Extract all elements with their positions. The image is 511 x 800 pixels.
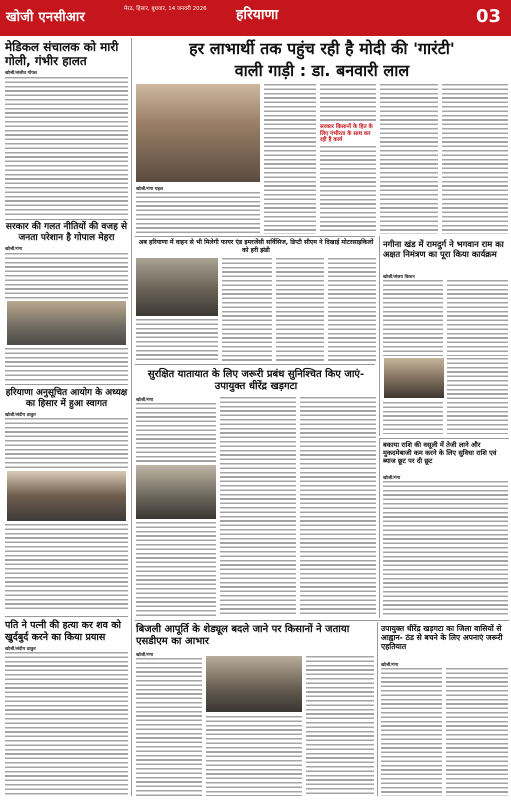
story-body [264, 84, 316, 234]
story-body [5, 524, 128, 612]
column-divider [379, 438, 380, 618]
divider [5, 616, 128, 617]
column-divider [379, 236, 380, 436]
lead-pull-quote: सरकार किसानों के हित के लिए गंभीरता के साथ कर रही है कार्य [320, 124, 373, 143]
story-byline: खोजी/गंगा [5, 247, 23, 252]
story-body [447, 280, 508, 356]
story-headline: अब हरियाणा में वाहन से भी मिलेगी फायर एंड इमरजेंसी सर्विसिज, डिप्टी सीएम ने दिखाई मोटरसाइकिलों को हरी झंडी [138, 239, 374, 254]
story-headline: हरियाणा अनुसूचित आयोग के अध्यक्ष का हिसार में हुआ स्वागत [5, 388, 128, 409]
story-byline: खोजी/संदीप ठाकुर [5, 413, 36, 418]
story-body [136, 658, 202, 796]
story-body [5, 253, 128, 299]
story-body [383, 481, 508, 617]
story-headline: सुरक्षित यातायात के लिए जरूरी प्रबंध सुनिश्चित किए जाएं- उपायुक्त धीरेंद्र खड़गटा [147, 369, 365, 392]
story-body [5, 652, 128, 796]
lead-photo [136, 84, 260, 182]
newspaper-brand: खोजी एनसीआर [6, 10, 86, 25]
story-body [320, 84, 376, 122]
story-body [320, 146, 376, 234]
story-byline: खोजी/गंगा चहल [136, 187, 164, 192]
story-headline: उपायुक्त धीरेंद्र खड़गटा का जिला वासियों से आह्वान- ठंड से बचने के लिए अपनाएं जरूरी एहतियात [381, 624, 503, 652]
story-byline: खोजी/गंगा [383, 476, 401, 481]
story-headline: सरकार की गलत नीतियों की वजह से जनता परेशान है गोपाल मेहरा [5, 222, 128, 243]
story-byline: खोजी/गंगा [381, 663, 399, 668]
story-body [328, 258, 376, 361]
story-body [300, 397, 376, 617]
story-body [136, 192, 260, 234]
story-headline: मेडिकल संचालक को मारी गोली, गंभीर हालत [5, 40, 119, 68]
story-body [383, 280, 443, 356]
lead-headline-line2: वाली गाड़ी : डा. बनवारी लाल [234, 61, 410, 80]
column-divider [131, 38, 132, 796]
lead-headline-line1: हर लाभार्थी तक पहुंच रही है मोदी की 'गारंटी' [189, 39, 455, 58]
story-body [206, 716, 302, 796]
issue-date: मेरठ, हिसार, बुधवार, 14 जनवरी 2026 [124, 6, 207, 12]
story-body [442, 84, 508, 234]
story-body [5, 348, 128, 382]
news-photo [206, 656, 302, 712]
story-body [5, 77, 128, 215]
story-body [306, 656, 374, 796]
column-divider [377, 622, 378, 796]
story-body [222, 258, 272, 361]
divider [5, 219, 128, 220]
story-body [220, 397, 296, 617]
divider [5, 384, 128, 385]
story-headline: पति ने पत्नी की हत्या कर शव को खुर्दबुर्द करने का किया प्रयास [5, 620, 121, 643]
story-body [136, 319, 218, 361]
story-body [380, 84, 438, 234]
story-byline: खोजी/संदीप ठाकुर [5, 647, 36, 652]
story-body [381, 668, 442, 796]
story-body [136, 522, 216, 618]
section-title: हरियाणा [236, 7, 279, 23]
story-headline: बिजली आपूर्ति के शेड्यूल बदले जाने पर किसानों ने जताया एसडीएम का आभार [136, 624, 350, 647]
story-body [5, 418, 128, 468]
divider [135, 364, 375, 365]
story-headline: बकाया राशि की वसूली में तेजी लाने और मुकदमेबाजी कम करने के लिए सुविधा राशि एवं ब्याज छूट पर दी छूट [383, 441, 497, 466]
divider [135, 236, 375, 237]
story-body [136, 403, 216, 463]
story-body [383, 402, 443, 434]
story-byline: खोजी/संजय किशन [383, 275, 415, 280]
story-headline: नगीना खंड में रामदुर्ग ने भगवान राम का अक्षत निमंत्रण का पूरा किया कार्यक्रम [383, 239, 504, 259]
story-body [447, 358, 508, 434]
story-body [276, 258, 324, 361]
masthead-bar [0, 0, 511, 36]
story-byline: खोजी/गंगा [136, 398, 154, 403]
page-number: 03 [475, 6, 501, 27]
story-byline: खोजी/गंगा [136, 653, 154, 658]
story-byline: खोजी/संजीव गोयल [5, 71, 37, 76]
story-body [446, 668, 508, 796]
divider [379, 438, 509, 439]
news-photo [136, 258, 218, 316]
news-photo [7, 301, 126, 345]
divider [135, 620, 509, 621]
news-photo [384, 358, 444, 398]
news-photo [136, 465, 216, 519]
news-photo [7, 471, 126, 521]
